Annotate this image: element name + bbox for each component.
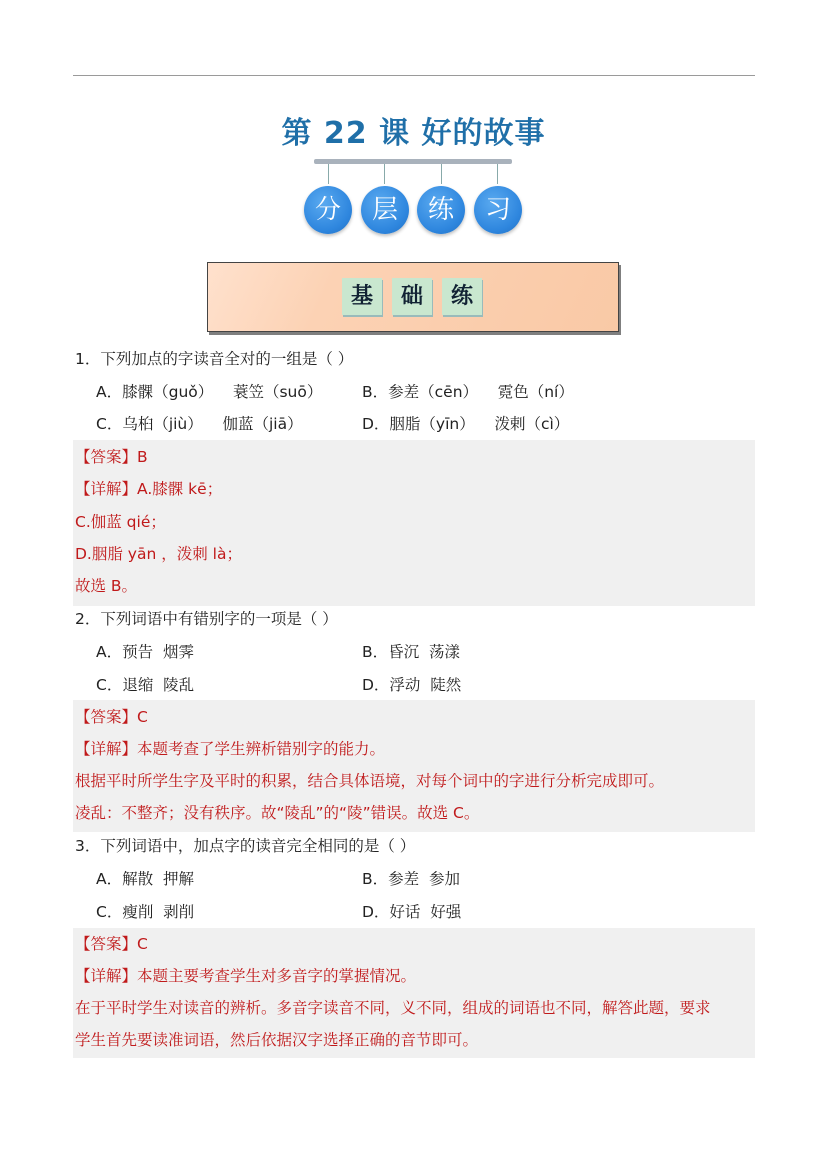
- question-1-stem: 1．下列加点的字读音全对的一组是（ ）: [75, 350, 354, 368]
- badge-pin: [441, 164, 442, 184]
- question-1-detail-line: 【详解】A.膝髁 kē；: [75, 480, 223, 498]
- badge-circle-4: 习: [474, 186, 522, 234]
- question-1-option-d: D．胭脂（yīn） 泼剌（cì）: [362, 415, 570, 433]
- question-1-answer-box: [73, 440, 755, 606]
- question-2-stem: 2．下列词语中有错别字的一项是（ ）: [75, 610, 338, 628]
- question-3-option-a: A．解散 押解: [96, 870, 194, 888]
- badge-pin: [328, 164, 329, 184]
- question-3-detail-line: 在于平时学生对读音的辨析。多音字读音不同，义不同，组成的词语也不同，解答此题，要求: [75, 999, 711, 1017]
- question-3-detail-line: 学生首先要读准词语，然后依据汉字选择正确的音节即可。: [75, 1031, 479, 1049]
- question-1-option-b: B．参差（cēn） 霓色（ní）: [362, 383, 574, 401]
- section-char: 基: [342, 278, 382, 315]
- question-2-detail-line: 【详解】本题考查了学生辨析错别字的能力。: [75, 740, 386, 758]
- question-3-option-d: D．好话 好强: [362, 903, 462, 921]
- section-banner: [207, 262, 619, 332]
- question-2-answer: 【答案】C: [75, 708, 148, 726]
- badge-pin: [497, 164, 498, 184]
- badge-rail: [314, 159, 512, 164]
- question-3-answer: 【答案】C: [75, 935, 148, 953]
- question-3-option-b: B．参差 参加: [362, 870, 460, 888]
- header-rule: [73, 75, 755, 76]
- question-2-option-d: D．浮动 陡然: [362, 676, 462, 694]
- page-title: 第 22 课 好的故事: [281, 116, 546, 151]
- question-3-detail-line: 【详解】本题主要考查学生对多音字的掌握情况。: [75, 967, 417, 985]
- question-3-stem: 3．下列词语中，加点字的读音完全相同的是（ ）: [75, 837, 416, 855]
- section-char: 练: [442, 278, 482, 315]
- badge-pin: [384, 164, 385, 184]
- badge-circle-1: 分: [304, 186, 352, 234]
- question-2-option-a: A．预告 烟霁: [96, 643, 194, 661]
- section-char: 础: [392, 278, 432, 315]
- question-1-detail-line: C.伽蓝 qié；: [75, 513, 166, 531]
- badge-circle-2: 层: [361, 186, 409, 234]
- question-2-option-c: C．退缩 陵乱: [96, 676, 195, 694]
- question-2-detail-line: 根据平时所学生字及平时的积累，结合具体语境，对每个词中的字进行分析完成即可。: [75, 772, 665, 790]
- question-2-detail-line: 凌乱：不整齐；没有秩序。故“陵乱”的“陵”错误。故选 C。: [75, 804, 480, 822]
- question-2-option-b: B．昏沉 荡漾: [362, 643, 460, 661]
- question-1-detail-line: 故选 B。: [75, 577, 138, 595]
- question-3-option-c: C．瘦削 剥削: [96, 903, 195, 921]
- question-1-detail-line: D.胭脂 yān ，泼刺 là；: [75, 545, 242, 563]
- question-1-option-a: A．膝髁（guǒ） 蓑笠（suō）: [96, 383, 323, 401]
- question-1-option-c: C．乌桕（jiù） 伽蓝（jiā）: [96, 415, 303, 433]
- question-1-answer: 【答案】B: [75, 448, 148, 466]
- badge-circle-3: 练: [417, 186, 465, 234]
